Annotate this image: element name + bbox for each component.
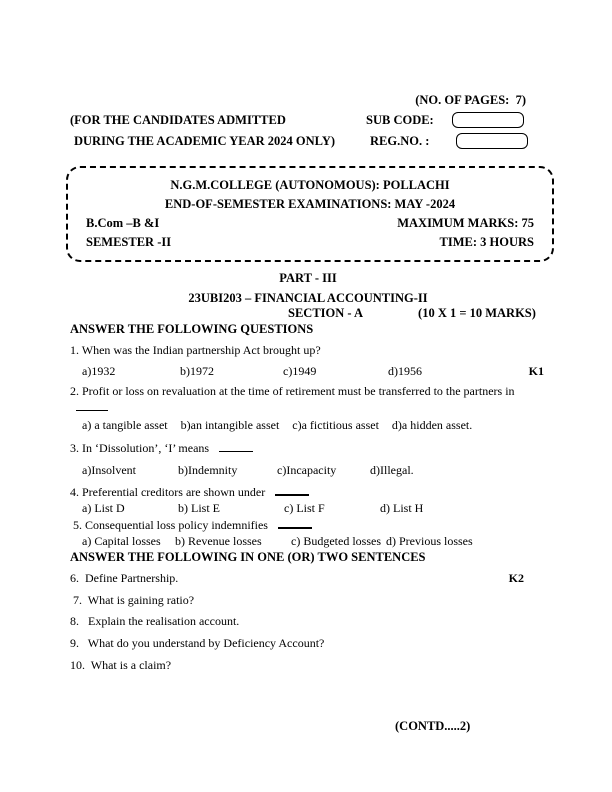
- answer-blank: [278, 517, 312, 529]
- semester-time-row: [86, 233, 534, 252]
- question-1-options: [70, 363, 546, 379]
- course-name: B.Com –B &I: [86, 216, 160, 230]
- question-5-options: [70, 533, 546, 549]
- question-2-text: 2. Profit or loss on revaluation at the time of retirement must be transferred to the partners in: [70, 384, 515, 398]
- question-2: [70, 383, 546, 415]
- maximum-marks: MAXIMUM MARKS: 75: [397, 216, 534, 230]
- continued-note: (CONTD.....2): [395, 719, 471, 733]
- option-b: b)Indemnity: [178, 463, 238, 477]
- reg-no-field[interactable]: [456, 133, 528, 149]
- no-of-pages-text: (NO. OF PAGES: 7): [415, 93, 526, 107]
- question-5-text: 5. Consequential loss policy indemnifies: [70, 518, 268, 532]
- reg-no-label: REG.NO. :: [370, 134, 430, 148]
- question-1-text: 1. When was the Indian partnership Act brought up?: [70, 343, 321, 357]
- question-4: [70, 484, 546, 500]
- option-c: c)a fictitious asset: [292, 418, 379, 432]
- question-4-options: [70, 500, 546, 516]
- option-c: c)1949: [283, 364, 317, 378]
- sub-code-row: [70, 112, 546, 128]
- no-of-pages-note: [70, 93, 546, 107]
- option-d: d)1956: [388, 364, 422, 378]
- question-8-text: 8. Explain the realisation account.: [70, 614, 240, 628]
- question-5: [70, 517, 546, 533]
- part-title: PART - III: [279, 271, 337, 285]
- section-marks: (10 X 1 = 10 MARKS): [418, 306, 536, 320]
- semester: SEMESTER -II: [86, 235, 172, 249]
- answer-blank: [275, 484, 309, 496]
- mcq-instruction: ANSWER THE FOLLOWING QUESTIONS: [70, 322, 314, 336]
- question-4-text: 4. Preferential creditors are shown under: [70, 485, 266, 499]
- question-9: [70, 635, 546, 651]
- exam-time: TIME: 3 HOURS: [439, 235, 534, 249]
- question-6: [70, 570, 546, 586]
- question-7: [70, 592, 546, 608]
- option-d: d) List H: [380, 501, 424, 515]
- admitted-note-line2: DURING THE ACADEMIC YEAR 2024 ONLY): [74, 134, 336, 148]
- option-d: d)a hidden asset.: [391, 418, 473, 432]
- section-label: SECTION - A: [288, 306, 364, 320]
- question-6-text: 6. Define Partnership.: [70, 571, 179, 585]
- exam-title: END-OF-SEMESTER EXAMINATIONS: MAY -2024: [164, 197, 456, 211]
- answer-blank: [219, 441, 253, 452]
- sub-code-field[interactable]: [452, 112, 524, 128]
- sub-code-label: SUB CODE:: [366, 113, 434, 127]
- question-7-text: 7. What is gaining ratio?: [70, 593, 195, 607]
- exam-header-box: [66, 166, 554, 262]
- knowledge-level-tag: K2: [508, 571, 524, 585]
- option-a: a) Capital losses: [82, 534, 161, 548]
- college-name: N.G.M.COLLEGE (AUTONOMOUS): POLLACHI: [170, 178, 450, 192]
- option-b: b) List E: [178, 501, 220, 515]
- question-2-options: [70, 417, 546, 433]
- option-b: b) Revenue losses: [175, 534, 262, 548]
- question-3: [70, 440, 546, 456]
- option-b: b)an intangible asset: [180, 418, 280, 432]
- question-10-text: 10. What is a claim?: [70, 658, 172, 672]
- option-a: a) List D: [82, 501, 125, 515]
- option-c: c) Budgeted losses: [291, 534, 381, 548]
- course-marks-row: [86, 214, 534, 233]
- option-d: d) Previous losses: [386, 534, 473, 548]
- question-9-text: 9. What do you understand by Deficiency Account?: [70, 636, 325, 650]
- reg-no-row: [70, 133, 546, 149]
- option-a: a)1932: [82, 364, 116, 378]
- short-answer-instruction: ANSWER THE FOLLOWING IN ONE (OR) TWO SENTENCES: [70, 550, 426, 564]
- subject-title: 23UBI203 – FINANCIAL ACCOUNTING-II: [188, 291, 428, 305]
- section-row: [70, 306, 546, 320]
- question-3-text: 3. In ‘Dissolution’, ‘I’ means: [70, 441, 210, 455]
- option-b: b)1972: [180, 364, 214, 378]
- option-a: a) a tangible asset: [82, 418, 168, 432]
- option-c: c) List F: [284, 501, 325, 515]
- answer-blank: [76, 400, 108, 411]
- question-3-options: [70, 462, 546, 478]
- question-1: [70, 342, 546, 358]
- question-10: [70, 657, 546, 673]
- admitted-note-line1: (FOR THE CANDIDATES ADMITTED: [70, 113, 286, 127]
- option-a: a)Insolvent: [82, 463, 136, 477]
- option-c: c)Incapacity: [277, 463, 337, 477]
- option-d: d)Illegal.: [370, 463, 414, 477]
- knowledge-level-tag: K1: [528, 364, 544, 378]
- question-8: [70, 613, 546, 629]
